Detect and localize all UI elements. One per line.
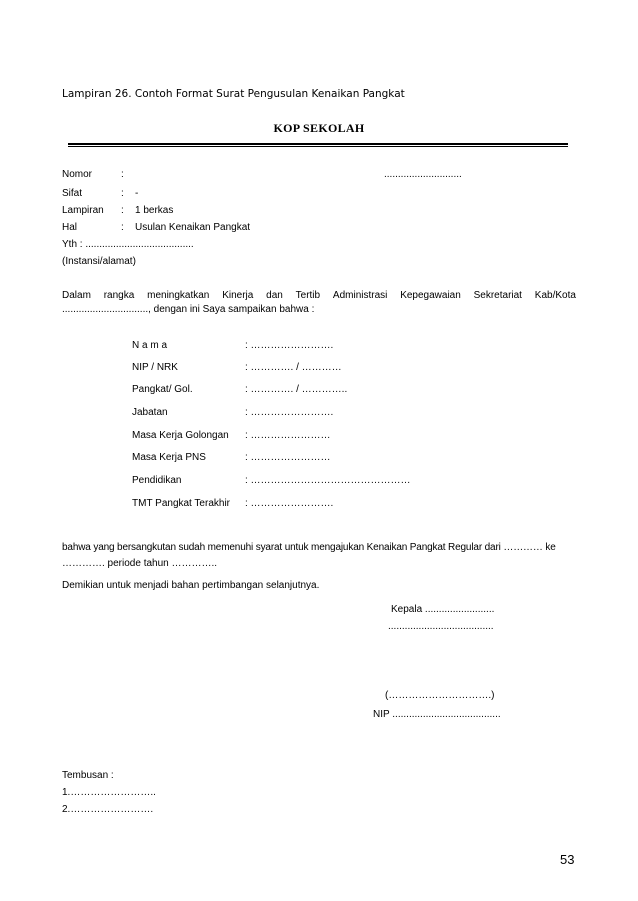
header-rule-thick [68, 143, 568, 145]
field-lampiran-colon: : [121, 205, 124, 216]
page-number: 53 [560, 852, 575, 867]
tembusan-item: 2.……………………. [62, 804, 154, 815]
intro-word: Kepegawaian [400, 290, 461, 301]
field-lampiran-value: 1 berkas [135, 205, 174, 216]
signer-nip: NIP ....................................... [373, 709, 501, 720]
intro-line-2: ..............................., dengan ini Saya sampaikan bahwa : [62, 304, 315, 315]
recipient-line: Yth : ....................................... [62, 239, 194, 250]
statement-line-2: …………. periode tahun ………….. [62, 558, 218, 569]
intro-word: Administrasi [332, 290, 388, 301]
closing-sentence: Demikian untuk menjadi bahan pertimbangan selanjutnya. [62, 580, 320, 591]
emp-value-nip: : …………. / ………… [245, 362, 342, 373]
field-sifat-label: Sifat [62, 188, 83, 199]
intro-word: Kinerja [222, 290, 254, 301]
field-sifat-value: - [135, 188, 139, 199]
intro-word: meningkatkan [147, 290, 210, 301]
emp-value-jabatan: : ……………………. [245, 407, 334, 418]
intro-word: Sekretariat [473, 290, 522, 301]
field-nomor-colon: : [121, 169, 124, 180]
intro-word: dan [266, 290, 283, 301]
field-hal-value: Usulan Kenaikan Pangkat [135, 222, 251, 233]
emp-label-nip: NIP / NRK [132, 362, 178, 373]
emp-value-pendidikan: : ………………………………………… [245, 475, 411, 486]
recipient-address: (Instansi/alamat) [62, 256, 136, 267]
field-nomor-label: Nomor [62, 169, 93, 180]
kepala-institution: ...................................... [388, 621, 494, 632]
field-hal-label: Hal [62, 222, 78, 233]
intro-word: Dalam [62, 290, 91, 301]
signer-name: (………………………….) [385, 690, 495, 701]
emp-value-masa-kerja-golongan: : …………………… [245, 430, 331, 441]
emp-value-pangkat: : …………. / ………….. [245, 384, 348, 395]
field-sifat-colon: : [121, 188, 124, 199]
emp-label-pangkat: Pangkat/ Gol. [132, 384, 193, 395]
header-rule-thin [68, 146, 568, 147]
date-placeholder: ............................ [384, 169, 462, 180]
intro-line-1 [62, 290, 576, 301]
tembusan-label: Tembusan : [62, 770, 114, 781]
intro-word: rangka [103, 290, 135, 301]
emp-label-masa-kerja-golongan: Masa Kerja Golongan [132, 430, 229, 441]
emp-label-nama: N a m a [132, 340, 168, 351]
emp-value-nama: : ……………………. [245, 340, 334, 351]
tembusan-item: 1.…………………….. [62, 787, 156, 798]
emp-value-masa-kerja-pns: : …………………… [245, 452, 331, 463]
emp-label-pendidikan: Pendidikan [132, 475, 182, 486]
document-caption: Lampiran 26. Contoh Format Surat Pengusulan Kenaikan Pangkat [62, 88, 405, 100]
kepala-title: Kepala ......................... [391, 604, 495, 615]
statement-line-1: bahwa yang bersangkutan sudah memenuhi syarat untuk mengajukan Kenaikan Pangkat Regular dari ………… ke [62, 542, 556, 553]
emp-label-jabatan: Jabatan [132, 407, 168, 418]
kop-title: KOP SEKOLAH [273, 121, 365, 135]
field-lampiran-label: Lampiran [62, 205, 104, 216]
emp-value-tmt: : ……………………. [245, 498, 334, 509]
emp-label-masa-kerja-pns: Masa Kerja PNS [132, 452, 206, 463]
emp-label-tmt: TMT Pangkat Terakhir [132, 498, 231, 509]
intro-word: Tertib [295, 290, 321, 301]
field-hal-colon: : [121, 222, 124, 233]
intro-word: Kab/Kota [534, 290, 576, 301]
